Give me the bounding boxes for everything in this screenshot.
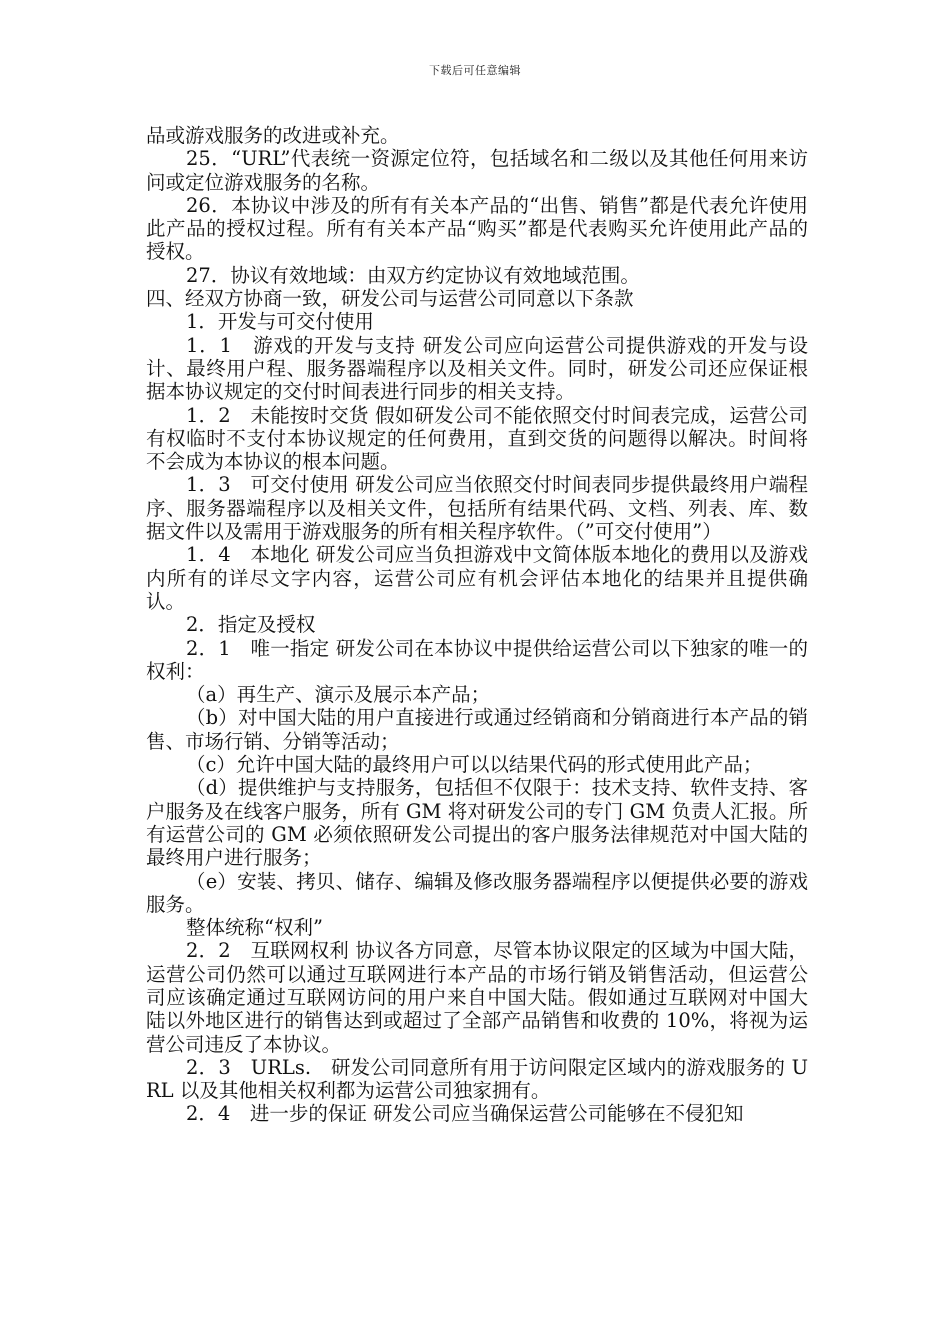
document-body bbox=[146, 124, 808, 1126]
list-item: （d）提供维护与支持服务，包括但不仅限于：技术支持、软件支持、客户服务及在线客户服务，所有 GM 将对研发公司的专门 GM 负责人汇报。所有运营公司的 GM 必须依照研发公司提出的客户服务法律规范对中国大陆的最终用户进行服务； bbox=[146, 776, 808, 870]
paragraph: 1．2 未能按时交货 假如研发公司不能依照交付时间表完成，运营公司有权临时不支付本协议规定的任何费用，直到交货的问题得以解决。时间将不会成为本协议的根本问题。 bbox=[146, 403, 808, 474]
paragraph: 2．1 唯一指定 研发公司在本协议中提供给运营公司以下独家的唯一的权利： bbox=[146, 636, 808, 683]
list-item: （c）允许中国大陆的最终用户可以以结果代码的形式使用此产品； bbox=[186, 753, 763, 777]
clause-heading: 1．开发与可交付使用 bbox=[186, 310, 374, 334]
list-item: （e）安装、拷贝、储存、编辑及修改服务器端程序以便提供必要的游戏服务。 bbox=[146, 869, 808, 916]
paragraph: 26．本协议中涉及的所有有关本产品的“出售、销售”都是代表允许使用此产品的授权过程。所有有关本产品“购买”都是代表购买允许使用此产品的授权。 bbox=[146, 193, 808, 264]
paragraph: 整体统称“权利” bbox=[186, 916, 323, 940]
paragraph: 1．1 游戏的开发与支持 研发公司应向运营公司提供游戏的开发与设计、最终用户程、服务器端程序以及相关文件。同时，研发公司还应保证根据本协议规定的交付时间表进行同步的相关支持。 bbox=[146, 333, 808, 404]
list-item: （a）再生产、演示及展示本产品； bbox=[186, 683, 491, 707]
paragraph: 2．3 URLs. 研发公司同意所有用于访问限定区域内的游戏服务的 URL 以及其他相关权利都为运营公司独家拥有。 bbox=[146, 1055, 808, 1103]
paragraph: 1．4 本地化 研发公司应当负担游戏中文简体版本地化的费用以及游戏内所有的详尽文字内容，运营公司应有机会评估本地化的结果并且提供确认。 bbox=[146, 543, 808, 613]
paragraph: 27．协议有效地域：由双方约定协议有效地域范围。 bbox=[186, 263, 640, 287]
clause-heading: 2．指定及授权 bbox=[186, 613, 316, 637]
paragraph: 2．2 互联网权利 协议各方同意，尽管本协议限定的区域为中国大陆，运营公司仍然可以通过互联网进行本产品的市场行销及销售活动，但运营公司应该确定通过互联网访问的用户来自中国大陆。假如通过互联网对中国大陆以外地区进行的销售达到或超过了全部产品销售和收费的 10%，将视为运营公司违反了本协议。 bbox=[146, 939, 808, 1056]
section-heading: 四、经双方协商一致，研发公司与运营公司同意以下条款 bbox=[146, 287, 634, 311]
list-item: （b）对中国大陆的用户直接进行或通过经销商和分销商进行本产品的销售、市场行销、分销等活动； bbox=[146, 706, 808, 753]
paragraph: 1．3 可交付使用 研发公司应当依照交付时间表同步提供最终用户端程序、服务器端程序以及相关文件，包括所有结果代码、文档、列表、库、数据文件以及需用于游戏服务的所有相关程序软件。（”可交付使用”） bbox=[146, 473, 808, 544]
paragraph: 2．4 进一步的保证 研发公司应当确保运营公司能够在不侵犯知 bbox=[186, 1102, 744, 1126]
paragraph: 25．“URL”代表统一资源定位符，包括域名和二级以及其他任何用来访问或定位游戏服务的名称。 bbox=[146, 147, 808, 194]
paragraph: 品或游戏服务的改进或补充。 bbox=[146, 124, 400, 147]
page-header: 下载后可任意编辑 bbox=[429, 64, 521, 77]
